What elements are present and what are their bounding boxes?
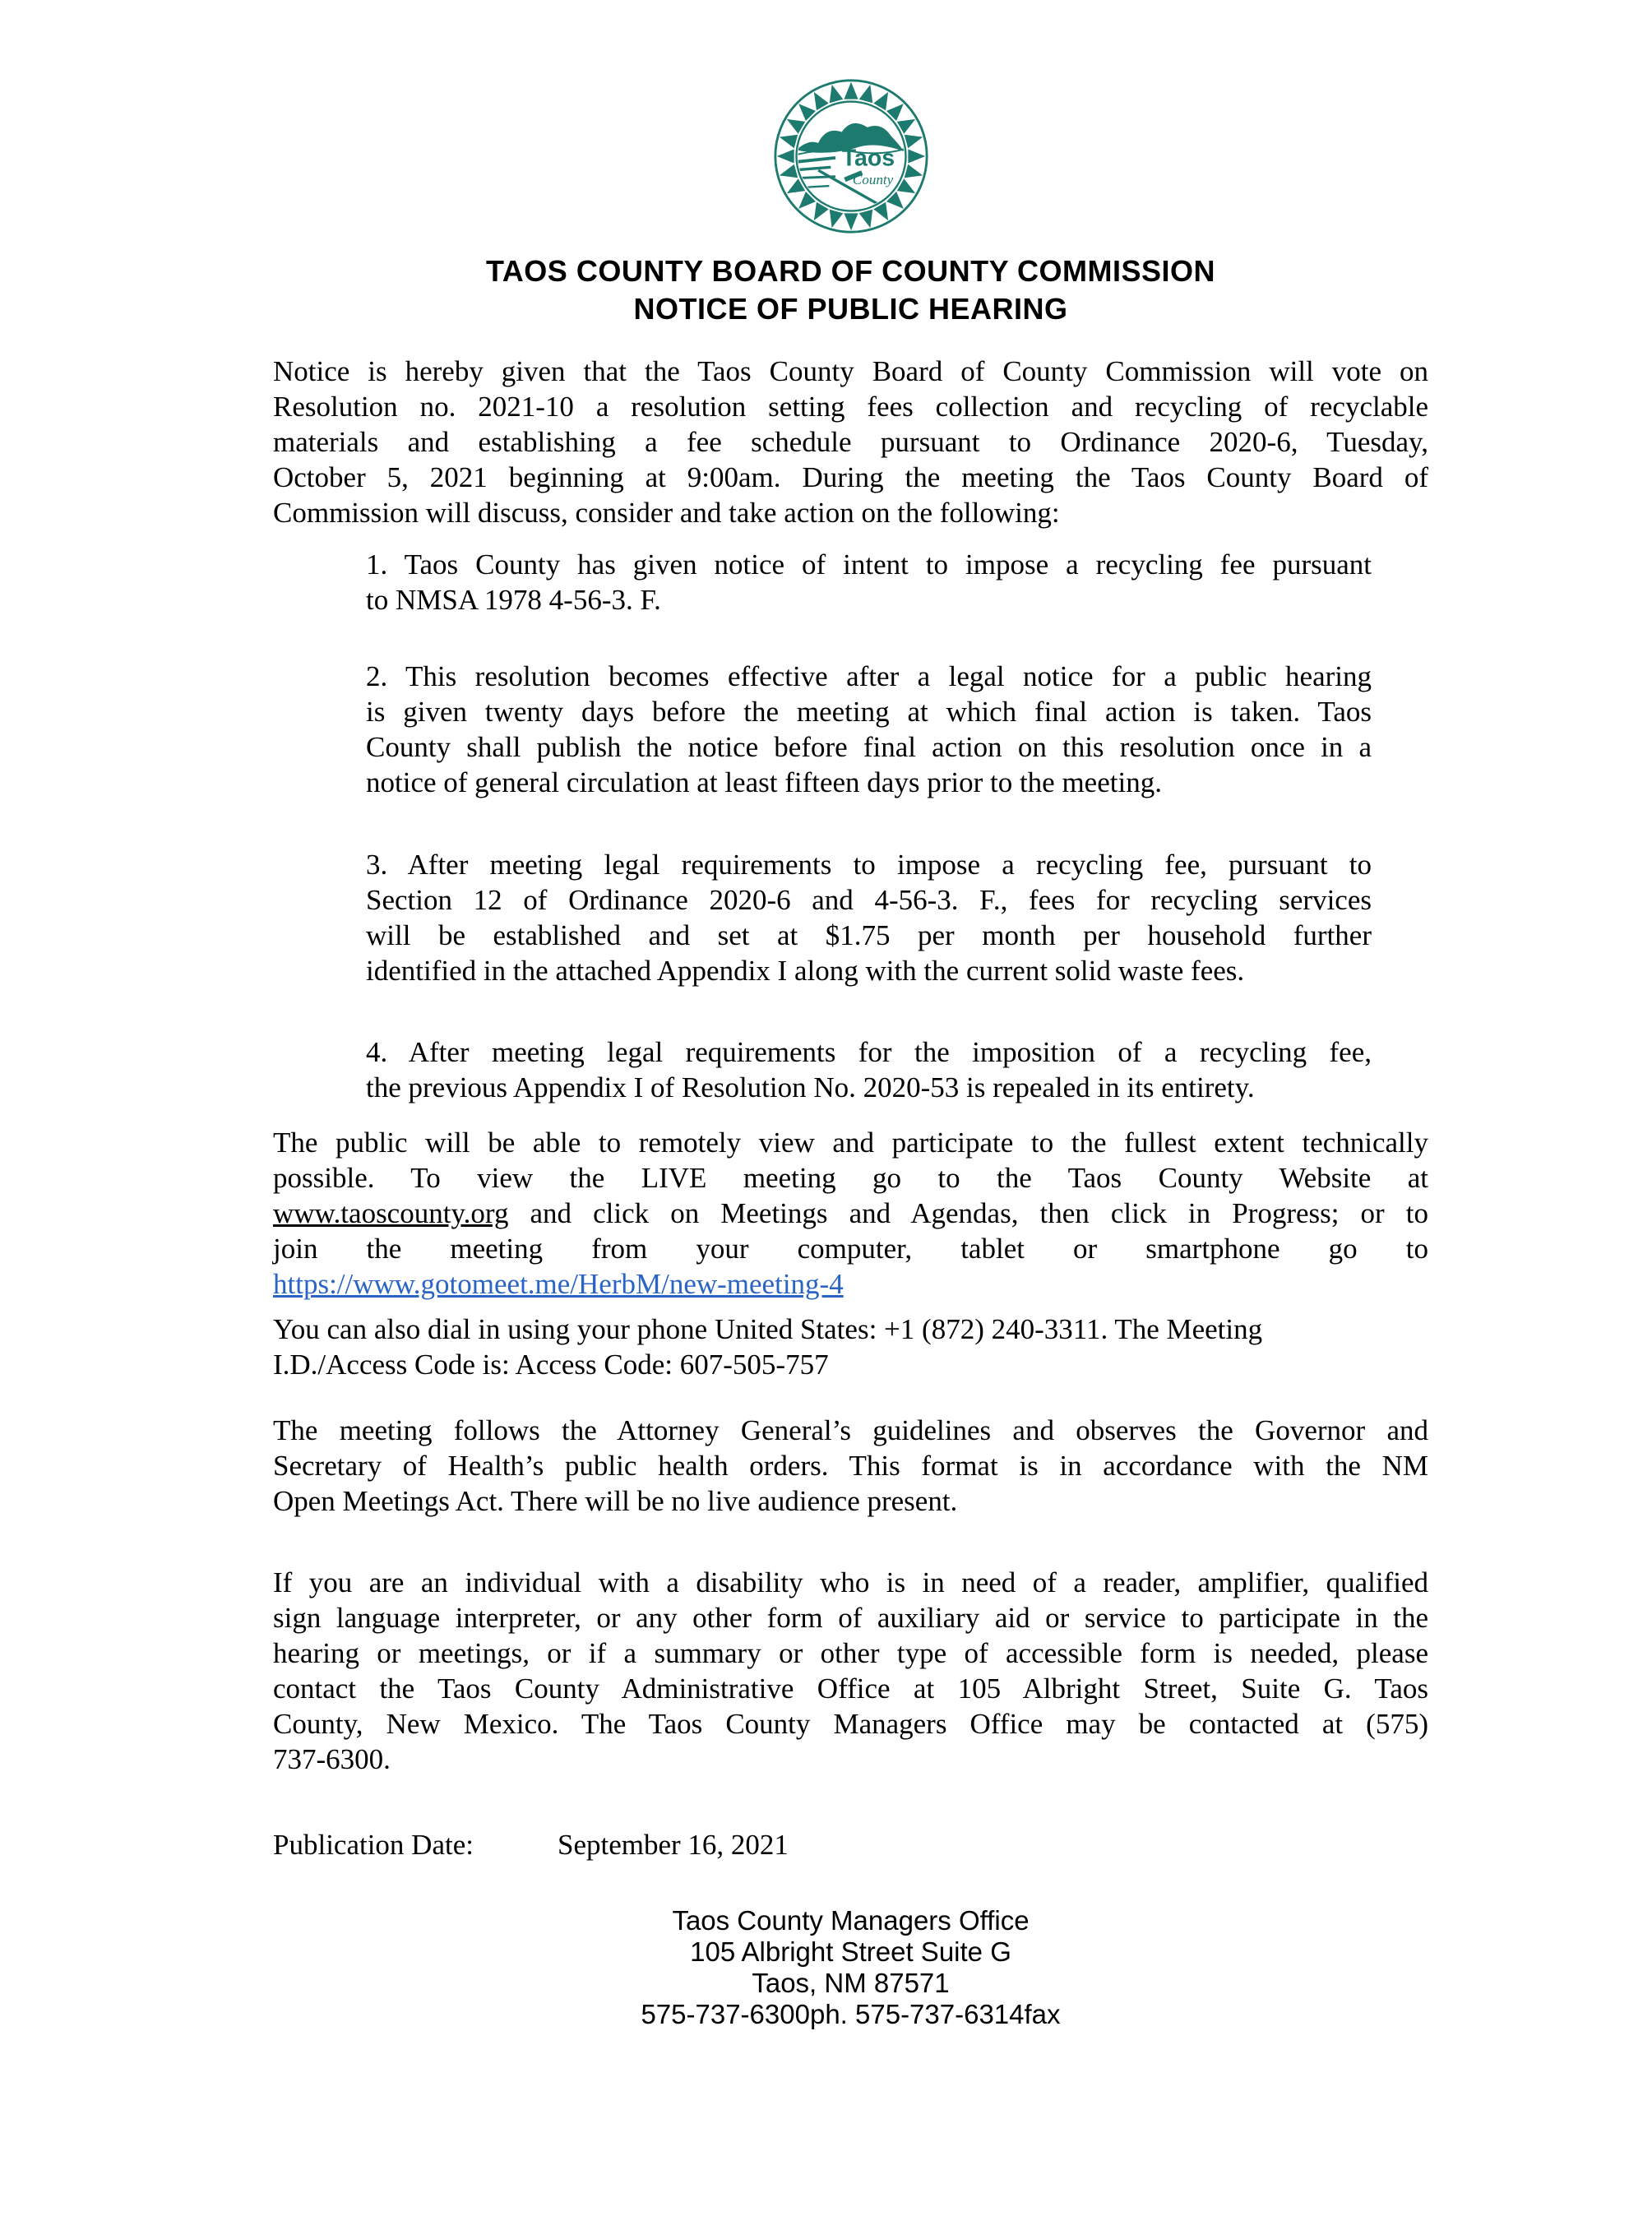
text-segment: will be established and set at $1.75 per month per household further bbox=[366, 919, 1372, 951]
text-line bbox=[366, 847, 1372, 882]
text-line bbox=[366, 1034, 1372, 1070]
text-segment: materials and establishing a fee schedule pursuant to Ordinance 2020-6, Tuesday, bbox=[273, 426, 1428, 458]
text-segment: County shall publish the notice before final action on this resolution once in a bbox=[366, 731, 1372, 763]
text-line bbox=[366, 765, 1372, 800]
text-line bbox=[273, 1160, 1428, 1196]
text-segment: Notice is hereby given that the Taos County Board of County Commission will vote on bbox=[273, 355, 1428, 387]
text-line bbox=[366, 582, 1372, 618]
accessibility-paragraph bbox=[273, 1565, 1428, 1777]
text-line bbox=[273, 1312, 1428, 1347]
text-line bbox=[273, 1905, 1428, 1936]
document-title-line1: TAOS COUNTY BOARD OF COUNTY COMMISSION bbox=[485, 254, 1216, 288]
text-line bbox=[273, 1706, 1428, 1742]
text-segment: sign language interpreter, or any other form of auxiliary aid or service to participate in the bbox=[273, 1602, 1428, 1634]
publication-date-value: September 16, 2021 bbox=[558, 1829, 789, 1861]
text-segment: and click on Meetings and Agendas, then click in Progress; or to bbox=[508, 1197, 1428, 1229]
text-line bbox=[273, 1483, 1428, 1519]
text-segment: contact the Taos County Administrative Office at 105 Albright Street, Suite G. Taos bbox=[273, 1672, 1428, 1705]
text-line bbox=[366, 547, 1372, 582]
text-segment: Section 12 of Ordinance 2020-6 and 4-56-3. F., fees for recycling services bbox=[366, 884, 1372, 916]
text-line bbox=[273, 1936, 1428, 1968]
text-segment: I.D./Access Code is: Access Code: 607-505-757 bbox=[273, 1349, 829, 1381]
text-segment: 105 Albright Street Suite G bbox=[690, 1936, 1011, 1967]
text-segment: If you are an individual with a disability who is in need of a reader, amplifier, qualified bbox=[273, 1566, 1428, 1598]
text-segment: October 5, 2021 beginning at 9:00am. During the meeting the Taos County Board of bbox=[273, 461, 1428, 493]
text-line bbox=[273, 1671, 1428, 1706]
text-segment: Secretary of Health’s public health orders. This format is in accordance with the NM bbox=[273, 1450, 1428, 1482]
text-line bbox=[273, 1448, 1428, 1483]
text-line bbox=[273, 1231, 1428, 1266]
text-segment: The meeting follows the Attorney General’s guidelines and observes the Governor and bbox=[273, 1414, 1428, 1446]
text-line bbox=[366, 953, 1372, 988]
text-line bbox=[366, 882, 1372, 918]
taoscounty-website-link[interactable]: www.taoscounty.org bbox=[273, 1197, 509, 1229]
meeting-format-paragraph bbox=[273, 1413, 1428, 1519]
text-line bbox=[366, 1070, 1372, 1105]
text-line bbox=[273, 389, 1428, 424]
text-line bbox=[273, 460, 1428, 495]
text-segment: Taos, NM 87571 bbox=[752, 1968, 950, 1998]
text-segment: County, New Mexico. The Taos County Managers Office may be contacted at (575) bbox=[273, 1708, 1428, 1740]
text-segment: notice of general circulation at least fifteen days prior to the meeting. bbox=[366, 766, 1162, 798]
text-segment: 575-737-6300ph. 575-737-6314fax bbox=[641, 1999, 1061, 2029]
gotomeet-meeting-link[interactable] bbox=[273, 1266, 1428, 1302]
text-segment: is given twenty days before the meeting at which final action is taken. Taos bbox=[366, 696, 1372, 728]
text-segment: possible. To view the LIVE meeting go to the Taos County Website at bbox=[273, 1162, 1428, 1194]
text-segment: Commission will discuss, consider and take action on the following: bbox=[273, 497, 1060, 529]
public-access-paragraph bbox=[273, 1125, 1428, 1382]
text-line bbox=[273, 424, 1428, 460]
text-segment: hearing or meetings, or if a summary or other type of accessible form is needed, please bbox=[273, 1637, 1428, 1669]
text-line bbox=[273, 1635, 1428, 1671]
list-item-3 bbox=[366, 847, 1372, 988]
text-segment: the previous Appendix I of Resolution No. 2020-53 is repealed in its entirety. bbox=[366, 1071, 1255, 1103]
text-segment: 3. After meeting legal requirements to impose a recycling fee, pursuant to bbox=[366, 849, 1372, 881]
text-line bbox=[273, 495, 1428, 530]
text-segment: 4. After meeting legal requirements for the imposition of a recycling fee, bbox=[366, 1036, 1372, 1068]
text-line bbox=[273, 354, 1428, 389]
text-line bbox=[273, 1347, 1428, 1382]
text-segment: Open Meetings Act. There will be no live audience present. bbox=[273, 1485, 958, 1517]
text-line bbox=[273, 1600, 1428, 1635]
document-title bbox=[273, 252, 1428, 328]
publication-date-row bbox=[273, 1827, 1428, 1862]
text-segment: 737-6300. bbox=[273, 1743, 391, 1775]
text-segment: join the meeting from your computer, tablet or smartphone go to bbox=[273, 1233, 1428, 1265]
text-line bbox=[273, 1999, 1428, 2030]
text-line bbox=[366, 729, 1372, 765]
text-line bbox=[273, 1742, 1428, 1777]
list-item-4 bbox=[366, 1034, 1372, 1105]
logo-container bbox=[773, 78, 929, 234]
text-segment: 2. This resolution becomes effective after a legal notice for a public hearing bbox=[366, 660, 1372, 692]
page-content bbox=[0, 78, 1428, 2030]
text-line bbox=[273, 1125, 1428, 1160]
text-line bbox=[366, 918, 1372, 953]
text-segment: Taos County Managers Office bbox=[672, 1905, 1030, 1936]
seal-text-taos: Taos bbox=[841, 145, 895, 172]
gotomeet-meeting-link[interactable]: https://www.gotomeet.me/HerbM/new-meeting-4 bbox=[273, 1268, 844, 1300]
text-line bbox=[273, 1565, 1428, 1600]
text-segment: The public will be able to remotely view and participate to the fullest extent technically bbox=[273, 1127, 1428, 1159]
text-segment: You can also dial in using your phone United States: +1 (872) 240-3311. The Meeting bbox=[273, 1313, 1263, 1345]
seal-text-county: County bbox=[852, 172, 893, 188]
footer-contact-block bbox=[273, 1905, 1428, 2030]
text-line bbox=[273, 1968, 1428, 1999]
list-item-1 bbox=[366, 547, 1372, 618]
text-segment: identified in the attached Appendix I along with the current solid waste fees. bbox=[366, 955, 1245, 987]
document-title-line2: NOTICE OF PUBLIC HEARING bbox=[633, 292, 1068, 326]
list-item-2 bbox=[366, 659, 1372, 800]
text-line bbox=[273, 1413, 1428, 1448]
text-segment: Resolution no. 2021-10 a resolution setting fees collection and recycling of recyclable bbox=[273, 391, 1428, 423]
notice-document bbox=[0, 78, 1652, 2216]
text-line bbox=[366, 659, 1372, 694]
intro-paragraph bbox=[273, 354, 1428, 530]
text-line bbox=[273, 1196, 1428, 1231]
text-segment: 1. Taos County has given notice of intent to impose a recycling fee pursuant bbox=[366, 548, 1372, 581]
text-line bbox=[366, 694, 1372, 729]
taos-county-seal-logo bbox=[773, 78, 929, 234]
text-segment: to NMSA 1978 4-56-3. F. bbox=[366, 584, 661, 616]
publication-date-label: Publication Date: bbox=[273, 1829, 474, 1861]
